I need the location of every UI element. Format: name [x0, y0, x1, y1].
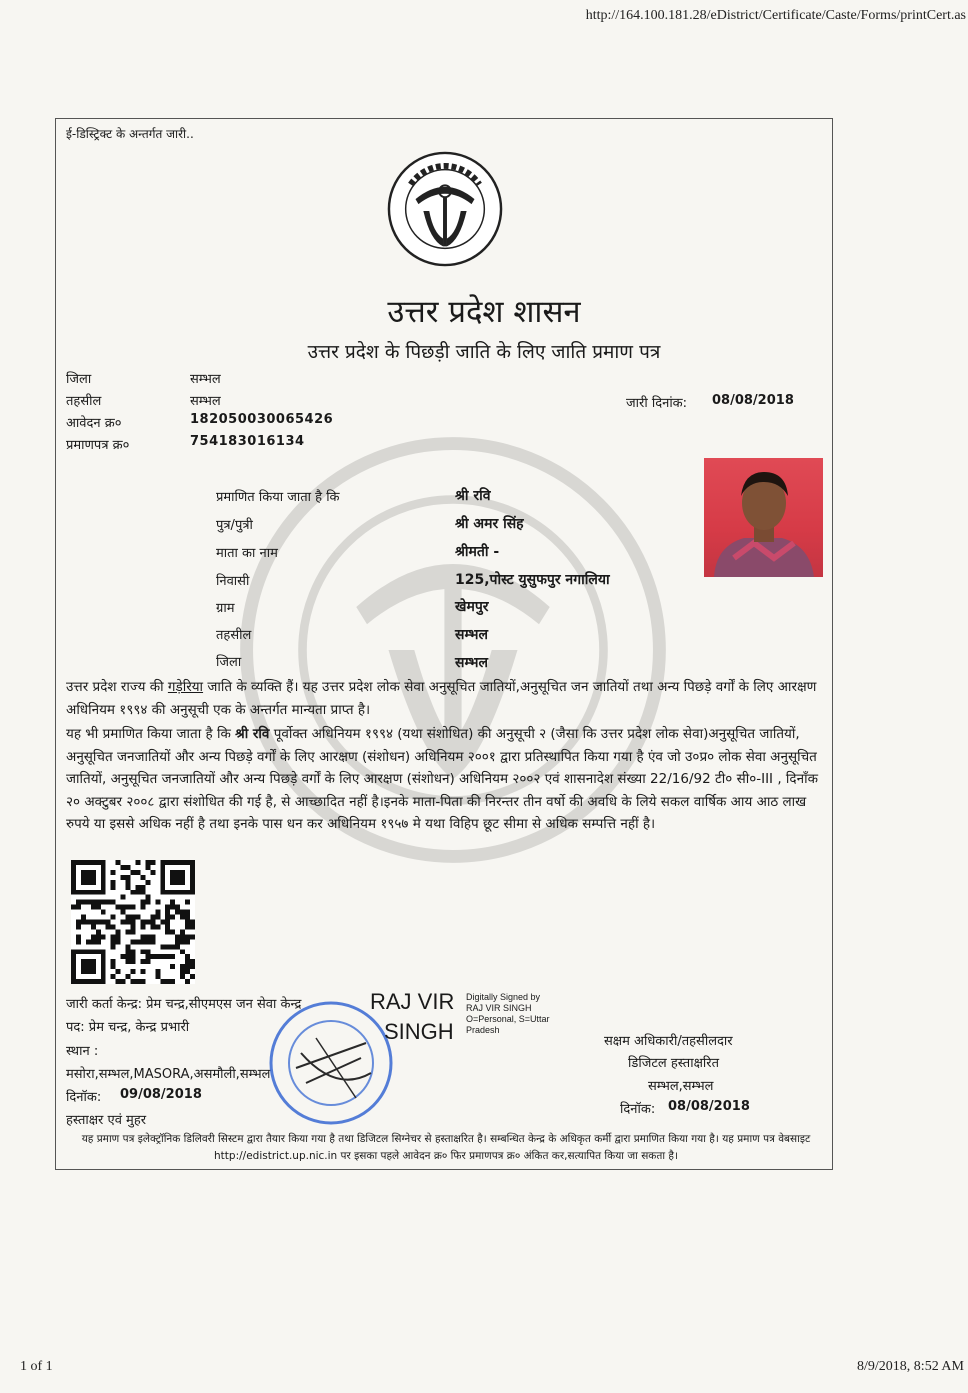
detail-value-resident: 125,पोस्ट युसुफपुर नगालिया	[455, 572, 610, 588]
issuer-post: पद: प्रेम चन्द्र, केन्द्र प्रभारी	[66, 1020, 190, 1035]
signature-details-line3: O=Personal, S=Uttar	[466, 1014, 550, 1024]
detail-value-father: श्री अमर सिंह	[455, 516, 524, 532]
authority-date: 08/08/2018	[668, 1099, 750, 1114]
issuer-stamp-icon	[266, 998, 396, 1128]
signature-details-line1: Digitally Signed by	[466, 992, 541, 1002]
issuer-sign-label: हस्ताक्षर एवं मुहर	[66, 1113, 147, 1128]
certificate-title: उत्तर प्रदेश शासन	[387, 294, 581, 330]
issue-date-value: 08/08/2018	[712, 393, 794, 408]
header-value-district: सम्भल	[190, 372, 221, 387]
signature-name-line2: SINGH	[384, 1019, 454, 1044]
detail-value-district: सम्भल	[455, 655, 488, 671]
qr-code	[70, 860, 196, 984]
detail-label-mother: माता का नाम	[216, 546, 278, 561]
authority-signed: डिजिटल हस्ताक्षरित	[628, 1056, 719, 1071]
up-govt-emblem-icon	[386, 150, 504, 268]
header-label-tehsil: तहसील	[66, 394, 102, 409]
detail-label-district: जिला	[216, 655, 242, 670]
issue-date-label: जारी दिनांक:	[626, 396, 688, 411]
detail-value-village: खेमपुर	[455, 599, 489, 615]
print-timestamp: 8/9/2018, 8:52 AM	[857, 1359, 964, 1374]
issuer-place-label: स्थान :	[66, 1044, 99, 1059]
issuer-place: मसोरा,सम्भल,MASORA,असमौली,सम्भल	[66, 1067, 271, 1082]
certification-paragraph: यह भी प्रमाणित किया जाता है कि श्री रवि पूर्वोक्त अधिनियम १९९४ (यथा संशोधित) की अनुसूची २ (जैसा कि उत्तर प्रदेश लोक सेवा)अनुसूचित जातियों, अनुसूचित जनजातियों और अन्य पिछड़े वर्गों के लिए आरक्षण (संशोधन) अधिनियम २००१ द्वारा प्रतिस्थापित किया गया है एंव जो उ०प्र० लोक सेवा अनुसूचित जातियों, अनुसूचित जनजातियों और अन्य पिछड़े वर्गों के लिए आरक्षण (संशोधन) अधिनियम २००२ एवं शासनादेश संख्या 22/16/92 टी० सी०-III , दिनाँक २० अक्टुबर २००८ द्वारा संशोधित की गई है, से आच्छादित नहीं है।इनके माता-पिता की निरन्तर तीन वर्षो की अवधि के लिये सकल वार्षिक आय आठ लाख रुपये या इससे अधिक नहीं है तथा इनके पास धन कर अधिनियम १९५७ मे यथा विहिप छूट सीमा से अधिक सम्पत्ति नहीं है।	[66, 726, 818, 832]
print-url: http://164.100.181.28/eDistrict/Certificate/Caste/Forms/printCert.as	[585, 8, 966, 23]
detail-value-tehsil: सम्भल	[455, 627, 488, 643]
issuer-date-label: दिनॉक:	[66, 1090, 102, 1105]
page-indicator: 1 of 1	[20, 1359, 53, 1374]
header-value-application-no: 182050030065426	[190, 412, 334, 427]
para-name: श्री रवि	[235, 726, 270, 742]
authority-place: सम्भल,सम्भल	[648, 1079, 714, 1094]
certificate-subtitle: उत्तर प्रदेश के पिछड़ी जाति के लिए जाति प्रमाण पत्र	[307, 341, 661, 363]
header-label-application-no: आवेदन क्र०	[66, 416, 122, 431]
detail-label-tehsil: तहसील	[216, 628, 252, 643]
header-label-district: जिला	[66, 372, 92, 387]
detail-label-son-of: पुत्र/पुत्री	[216, 518, 253, 533]
authority-designation: सक्षम अधिकारी/तहसीलदार	[604, 1034, 733, 1049]
issued-under-text: ई-डिस्ट्रिक्ट के अन्तर्गत जारी..	[66, 127, 194, 141]
header-value-certificate-no: 754183016134	[190, 434, 305, 449]
detail-label-certify: प्रमाणित किया जाता है कि	[216, 490, 340, 505]
applicant-photo	[704, 458, 823, 577]
caste-paragraph: उत्तर प्रदेश राज्य की गड़ेरिया जाति के व्यक्ति हैं। यह उत्तर प्रदेश लोक सेवा अनुसूचित जातियों,अनुसूचित जन जातियों तथा अन्य पिछड़े वर्गों के लिए आरक्षण अधिनियम १९९४ की अनुसूची एक के अन्तर्गत मान्यता प्राप्त है।	[66, 679, 817, 718]
signature-details-line4: Pradesh	[466, 1025, 500, 1035]
detail-value-mother: श्रीमती -	[455, 544, 500, 560]
issuer-centre: जारी कर्ता केन्द्र: प्रेम चन्द्र,सीएमएस जन सेवा केन्द्र	[66, 997, 302, 1012]
detail-label-resident: निवासी	[216, 574, 250, 589]
footer-note: यह प्रमाण पत्र इलेक्ट्रॉनिक डिलिवरी सिस्टम द्वारा तैयार किया गया है तथा डिजिटल सिग्नेचर से हस्ताक्षरित है। सम्बन्धित केन्द्र के अधिकृत कर्मी द्वारा प्रमाणित किया गया है। यह प्रमाण पत्र वेबसाइट http://edistrict.up.nic.in पर इसका पहले आवेदन क्र० फिर प्रमाणपत्र क्र० अंकित कर,सत्यापित किया जा सकता है।	[81, 1133, 811, 1162]
detail-label-village: ग्राम	[216, 601, 235, 616]
detail-value-name: श्री रवि	[455, 488, 491, 504]
header-value-tehsil: सम्भल	[190, 394, 221, 409]
signature-name-line1: RAJ VIR	[370, 989, 455, 1014]
header-label-certificate-no: प्रमाणपत्र क्र०	[66, 438, 130, 453]
authority-date-label: दिनॉक:	[620, 1102, 656, 1117]
issuer-date: 09/08/2018	[120, 1087, 202, 1102]
signature-details-line2: RAJ VIR SINGH	[466, 1003, 532, 1013]
caste-name: गड़ेरिया	[167, 679, 204, 695]
